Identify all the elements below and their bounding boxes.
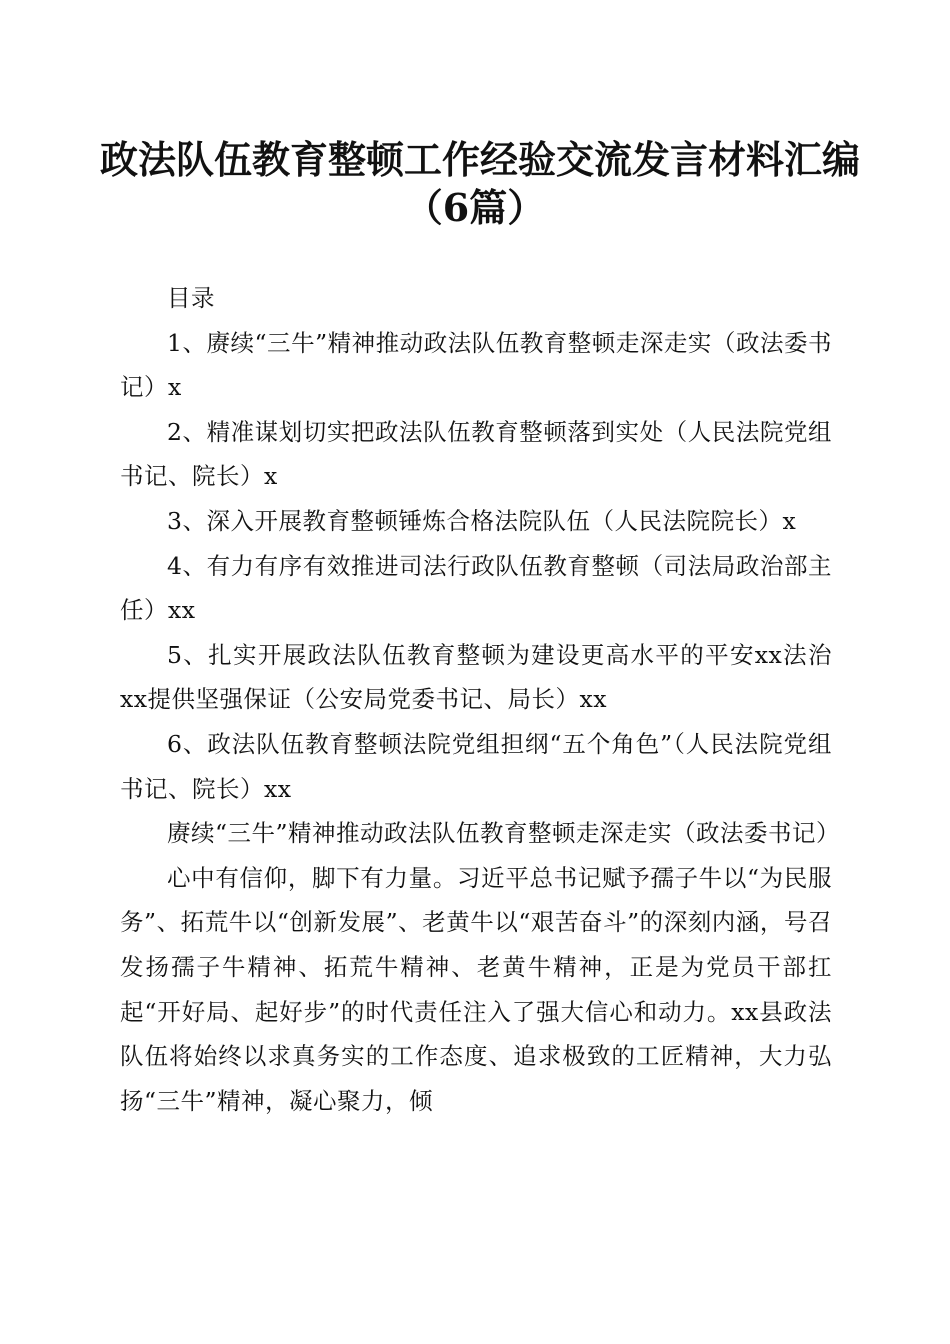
toc-heading: 目录 [167, 284, 215, 312]
toc-item-4: 4、有力有序有效推进司法行政队伍教育整顿（司法局政治部主任）xx [120, 551, 832, 625]
document-title: 政法队伍教育整顿工作经验交流发言材料汇编 [100, 137, 861, 182]
toc-item-5: 5、扎实开展政法队伍教育整顿为建设更高水平的平安xx法治xx提供坚强保证（公安局党委书记、局长）xx [120, 640, 832, 714]
toc-item-6: 6、政法队伍教育整顿法院党组担纲“五个角色”（人民法院党组书记、院长）xx [120, 729, 832, 803]
document-body [120, 276, 841, 1123]
document-title-count: （6篇） [404, 185, 546, 230]
article-title: 赓续“三牛”精神推动政法队伍教育整顿走深走实（政法委书记） [167, 819, 841, 848]
article-paragraph: 心中有信仰，脚下有力量。习近平总书记赋予孺子牛以“为民服务”、拓荒牛以“创新发展”、老黄牛以“艰苦奋斗”的深刻内涵，号召发扬孺子牛精神、拓荒牛精神、老黄牛精神，正是为党员干部扛起“开好局、起好步”的时代责任注入了强大信心和动力。xx县政法队伍将始终以求真务实的工作态度、追求极致的工匠精神，大力弘扬“三牛”精神，凝心聚力，倾 [120, 863, 832, 1115]
toc-item-2: 2、精准谋划切实把政法队伍教育整顿落到实处（人民法院党组书记、院长）x [120, 417, 832, 491]
toc-item-1: 1、赓续“三牛”精神推动政法队伍教育整顿走深走实（政法委书记）x [120, 328, 832, 402]
toc-item-3: 3、深入开展教育整顿锤炼合格法院队伍（人民法院院长）x [167, 506, 797, 535]
